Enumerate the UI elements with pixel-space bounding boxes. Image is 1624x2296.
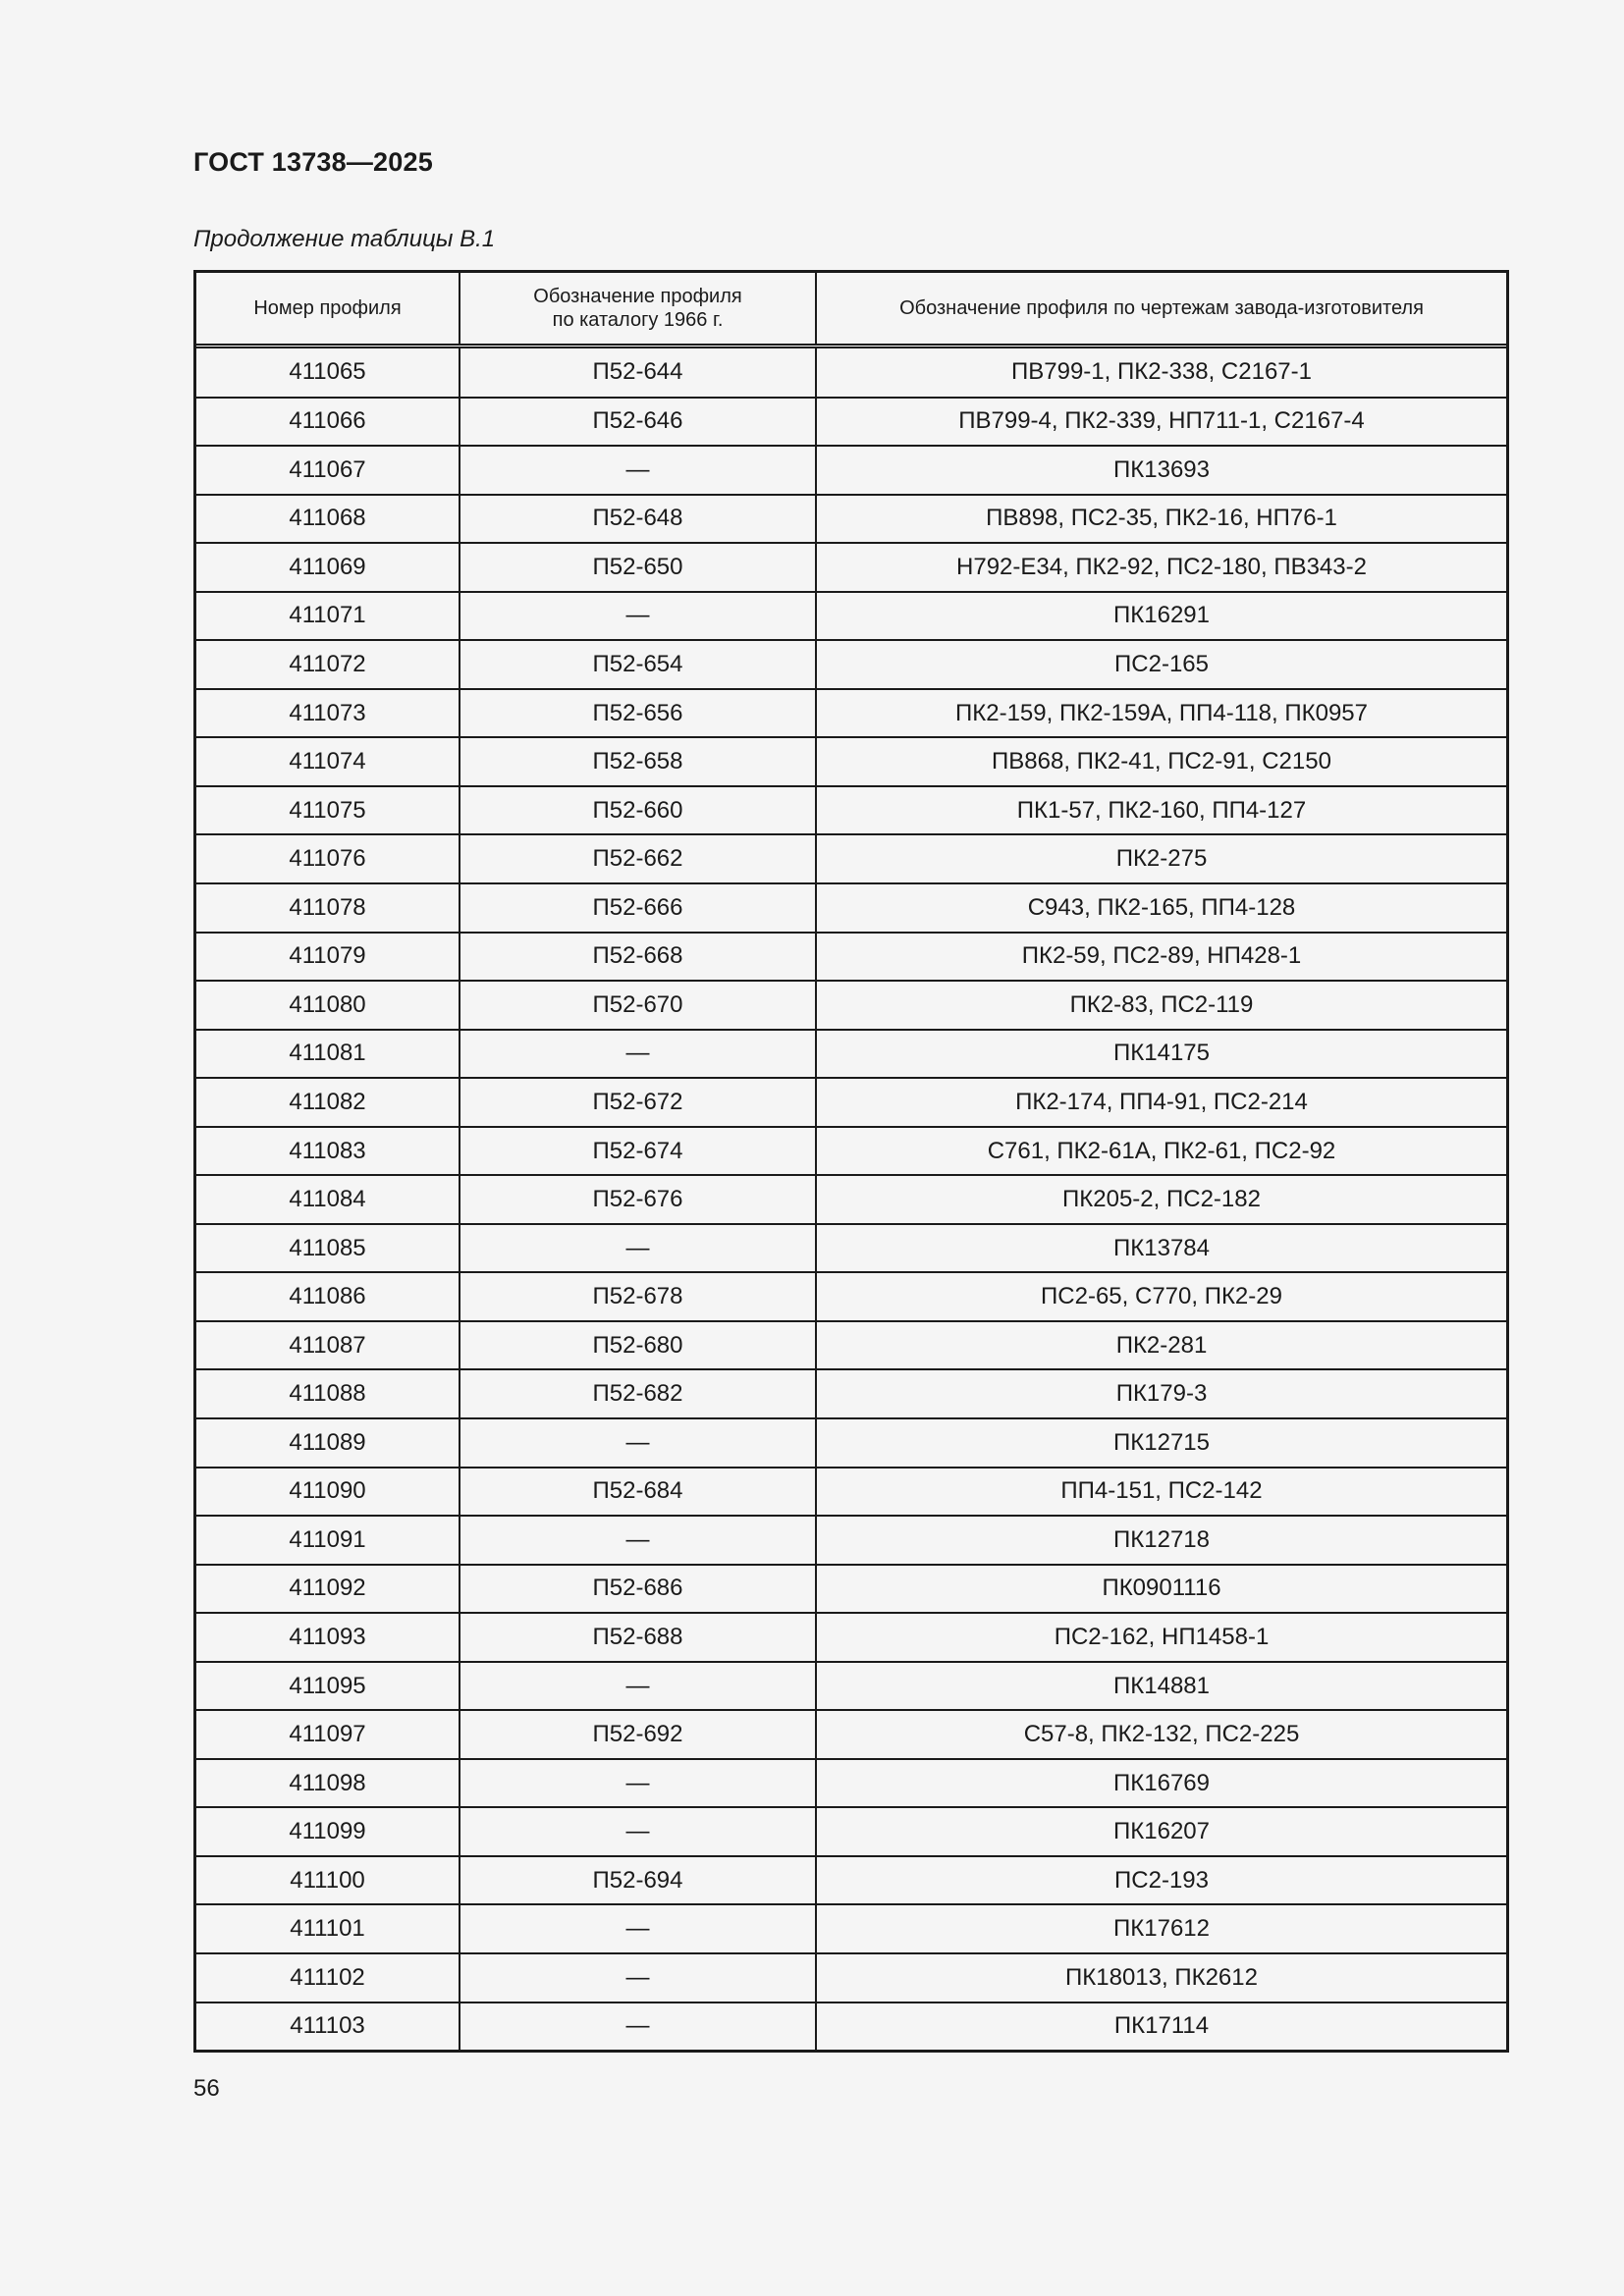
cell-factory-drawings: ПК13784	[816, 1224, 1506, 1273]
table-row	[196, 981, 1506, 1030]
cell-factory-drawings: ПС2-193	[816, 1856, 1506, 1905]
header-factory-drawings: Обозначение профиля по чертежам завода-изготовителя	[816, 273, 1506, 347]
cell-profile-number: 411087	[196, 1321, 460, 1370]
cell-profile-number: 411076	[196, 834, 460, 883]
table-row	[196, 495, 1506, 544]
table-row	[196, 1953, 1506, 2002]
table-row	[196, 689, 1506, 738]
cell-profile-number: 411079	[196, 933, 460, 982]
cell-catalog-1966: —	[460, 1759, 816, 1808]
table-row	[196, 1904, 1506, 1953]
cell-factory-drawings: ПК16291	[816, 592, 1506, 641]
cell-profile-number: 411102	[196, 1953, 460, 2002]
cell-profile-number: 411099	[196, 1807, 460, 1856]
table-row	[196, 1175, 1506, 1224]
cell-profile-number: 411098	[196, 1759, 460, 1808]
cell-factory-drawings: ПК2-174, ПП4-91, ПС2-214	[816, 1078, 1506, 1127]
cell-profile-number: 411069	[196, 543, 460, 592]
cell-catalog-1966: —	[460, 446, 816, 495]
cell-profile-number: 411067	[196, 446, 460, 495]
cell-profile-number: 411083	[196, 1127, 460, 1176]
cell-factory-drawings: ПК16769	[816, 1759, 1506, 1808]
cell-factory-drawings: ПК17612	[816, 1904, 1506, 1953]
table-body	[196, 347, 1506, 2051]
cell-catalog-1966: П52-668	[460, 933, 816, 982]
cell-profile-number: 411085	[196, 1224, 460, 1273]
table-row	[196, 933, 1506, 982]
header-profile-number: Номер профиля	[196, 273, 460, 347]
header-catalog-1966: Обозначение профиля по каталогу 1966 г.	[460, 273, 816, 347]
cell-factory-drawings: ПС2-162, НП1458-1	[816, 1613, 1506, 1662]
table-row	[196, 1468, 1506, 1517]
cell-catalog-1966: —	[460, 1418, 816, 1468]
cell-profile-number: 411074	[196, 737, 460, 786]
cell-factory-drawings: ПК0901116	[816, 1565, 1506, 1614]
table-header	[196, 273, 1506, 347]
table-row	[196, 1224, 1506, 1273]
cell-catalog-1966: П52-692	[460, 1710, 816, 1759]
table-row	[196, 1321, 1506, 1370]
table-row	[196, 1418, 1506, 1468]
cell-profile-number: 411089	[196, 1418, 460, 1468]
cell-catalog-1966: —	[460, 2002, 816, 2050]
cell-profile-number: 411095	[196, 1662, 460, 1711]
cell-catalog-1966: П52-648	[460, 495, 816, 544]
cell-factory-drawings: ПК2-275	[816, 834, 1506, 883]
cell-catalog-1966: —	[460, 1662, 816, 1711]
cell-profile-number: 411092	[196, 1565, 460, 1614]
cell-profile-number: 411086	[196, 1272, 460, 1321]
cell-factory-drawings: ПВ799-1, ПК2-338, С2167-1	[1011, 358, 1312, 386]
cell-factory-drawings: ПК14175	[816, 1030, 1506, 1079]
cell-catalog-1966: —	[460, 1904, 816, 1953]
cell-profile-number: 411078	[196, 883, 460, 933]
cell-profile-number: 411090	[196, 1468, 460, 1517]
table-row	[196, 1369, 1506, 1418]
cell-catalog-1966: —	[460, 592, 816, 641]
table-row	[196, 2002, 1506, 2050]
cell-profile-number: 411080	[196, 981, 460, 1030]
cell-profile-number: 411084	[196, 1175, 460, 1224]
table-row	[196, 640, 1506, 689]
cell-profile-number: 411073	[196, 689, 460, 738]
table-row	[196, 1078, 1506, 1127]
cell-factory-drawings: С761, ПК2-61А, ПК2-61, ПС2-92	[816, 1127, 1506, 1176]
cell-factory-drawings: ПВ898, ПС2-35, ПК2-16, НП76-1	[816, 495, 1506, 544]
cell-catalog-1966: П52-660	[460, 786, 816, 835]
cell-factory-drawings: ПС2-65, С770, ПК2-29	[816, 1272, 1506, 1321]
cell-factory-drawings: ПК14881	[816, 1662, 1506, 1711]
table-row	[196, 1565, 1506, 1614]
table-row	[196, 1710, 1506, 1759]
table-row	[196, 1856, 1506, 1905]
cell-factory-drawings: ПК2-281	[816, 1321, 1506, 1370]
cell-catalog-1966: П52-676	[460, 1175, 816, 1224]
table-header-row	[196, 273, 1506, 347]
cell-profile-number: 411081	[196, 1030, 460, 1079]
cell-factory-drawings: ПК2-83, ПС2-119	[816, 981, 1506, 1030]
table-row	[196, 1613, 1506, 1662]
table-row	[196, 1807, 1506, 1856]
cell-factory-drawings: ПК16207	[816, 1807, 1506, 1856]
cell-factory-drawings: Н792-Е34, ПК2-92, ПС2-180, ПВ343-2	[816, 543, 1506, 592]
cell-catalog-1966: П52-666	[460, 883, 816, 933]
cell-factory-drawings: ПК12718	[816, 1516, 1506, 1565]
cell-factory-drawings: ПС2-165	[816, 640, 1506, 689]
cell-factory-drawings: ПК17114	[816, 2002, 1506, 2050]
table-row	[196, 1272, 1506, 1321]
table-row	[196, 1759, 1506, 1808]
cell-factory-drawings: ПП4-151, ПС2-142	[816, 1468, 1506, 1517]
cell-factory-drawings: ПК18013, ПК2612	[816, 1953, 1506, 2002]
cell-profile-number: 411082	[196, 1078, 460, 1127]
cell-profile-number: 411071	[196, 592, 460, 641]
cell-catalog-1966: —	[460, 1953, 816, 2002]
cell-profile-number: 411072	[196, 640, 460, 689]
cell-profile-number: 411065	[196, 347, 460, 398]
page-number: 56	[193, 2075, 220, 2102]
cell-catalog-1966: П52-684	[460, 1468, 816, 1517]
cell-catalog-1966: —	[460, 1030, 816, 1079]
table-row	[196, 1030, 1506, 1079]
cell-factory-drawings: ПК2-59, ПС2-89, НП428-1	[816, 933, 1506, 982]
table-row	[196, 347, 1506, 398]
cell-catalog-1966: П52-688	[460, 1613, 816, 1662]
cell-catalog-1966: П52-658	[460, 737, 816, 786]
cell-factory-drawings: ПК1-57, ПК2-160, ПП4-127	[816, 786, 1506, 835]
cell-profile-number: 411101	[196, 1904, 460, 1953]
cell-catalog-1966: —	[460, 1516, 816, 1565]
cell-factory-drawings: ПК12715	[816, 1418, 1506, 1468]
document-header: ГОСТ 13738—2025	[193, 147, 433, 177]
table-row	[196, 737, 1506, 786]
table-row	[196, 592, 1506, 641]
table-row	[196, 786, 1506, 835]
cell-catalog-1966: П52-672	[460, 1078, 816, 1127]
cell-catalog-1966: —	[460, 1807, 816, 1856]
cell-profile-number: 411066	[196, 398, 460, 447]
cell-factory-drawings: ПК179-3	[816, 1369, 1506, 1418]
cell-profile-number: 411091	[196, 1516, 460, 1565]
cell-profile-number: 411088	[196, 1369, 460, 1418]
cell-catalog-1966: П52-646	[460, 398, 816, 447]
cell-catalog-1966: —	[460, 1224, 816, 1273]
cell-factory-drawings: ПВ868, ПК2-41, ПС2-91, С2150	[816, 737, 1506, 786]
cell-profile-number: 411093	[196, 1613, 460, 1662]
cell-catalog-1966: П52-680	[460, 1321, 816, 1370]
cell-catalog-1966: П52-644	[460, 347, 816, 398]
table-row	[196, 1127, 1506, 1176]
cell-factory-drawings: ПК13693	[816, 446, 1506, 495]
cell-catalog-1966: П52-674	[460, 1127, 816, 1176]
cell-profile-number: 411100	[196, 1856, 460, 1905]
cell-factory-drawings: С943, ПК2-165, ПП4-128	[816, 883, 1506, 933]
cell-catalog-1966: П52-654	[460, 640, 816, 689]
table-row	[196, 1516, 1506, 1565]
table-row	[196, 543, 1506, 592]
cell-profile-number: 411068	[196, 495, 460, 544]
cell-factory-drawings: ПК2-159, ПК2-159А, ПП4-118, ПК0957	[816, 689, 1506, 738]
cell-catalog-1966: П52-686	[460, 1565, 816, 1614]
cell-catalog-1966: П52-662	[460, 834, 816, 883]
table-row	[196, 446, 1506, 495]
cell-factory-drawings: С57-8, ПК2-132, ПС2-225	[816, 1710, 1506, 1759]
cell-catalog-1966: П52-650	[460, 543, 816, 592]
cell-catalog-1966: П52-682	[460, 1369, 816, 1418]
cell-factory-drawings: ПК205-2, ПС2-182	[816, 1175, 1506, 1224]
cell-profile-number: 411103	[196, 2002, 460, 2050]
cell-profile-number: 411075	[196, 786, 460, 835]
table-row	[196, 883, 1506, 933]
cell-catalog-1966: П52-694	[460, 1856, 816, 1905]
cell-catalog-1966: П52-670	[460, 981, 816, 1030]
cell-catalog-1966: П52-678	[460, 1272, 816, 1321]
cell-profile-number: 411097	[196, 1710, 460, 1759]
cell-catalog-1966: П52-656	[460, 689, 816, 738]
table-row	[196, 1662, 1506, 1711]
cell-factory-drawings: ПВ799-4, ПК2-339, НП711-1, С2167-4	[816, 398, 1506, 447]
table-caption: Продолжение таблицы В.1	[193, 226, 496, 252]
profiles-table	[193, 270, 1509, 2053]
table-row	[196, 834, 1506, 883]
table-row	[196, 398, 1506, 447]
